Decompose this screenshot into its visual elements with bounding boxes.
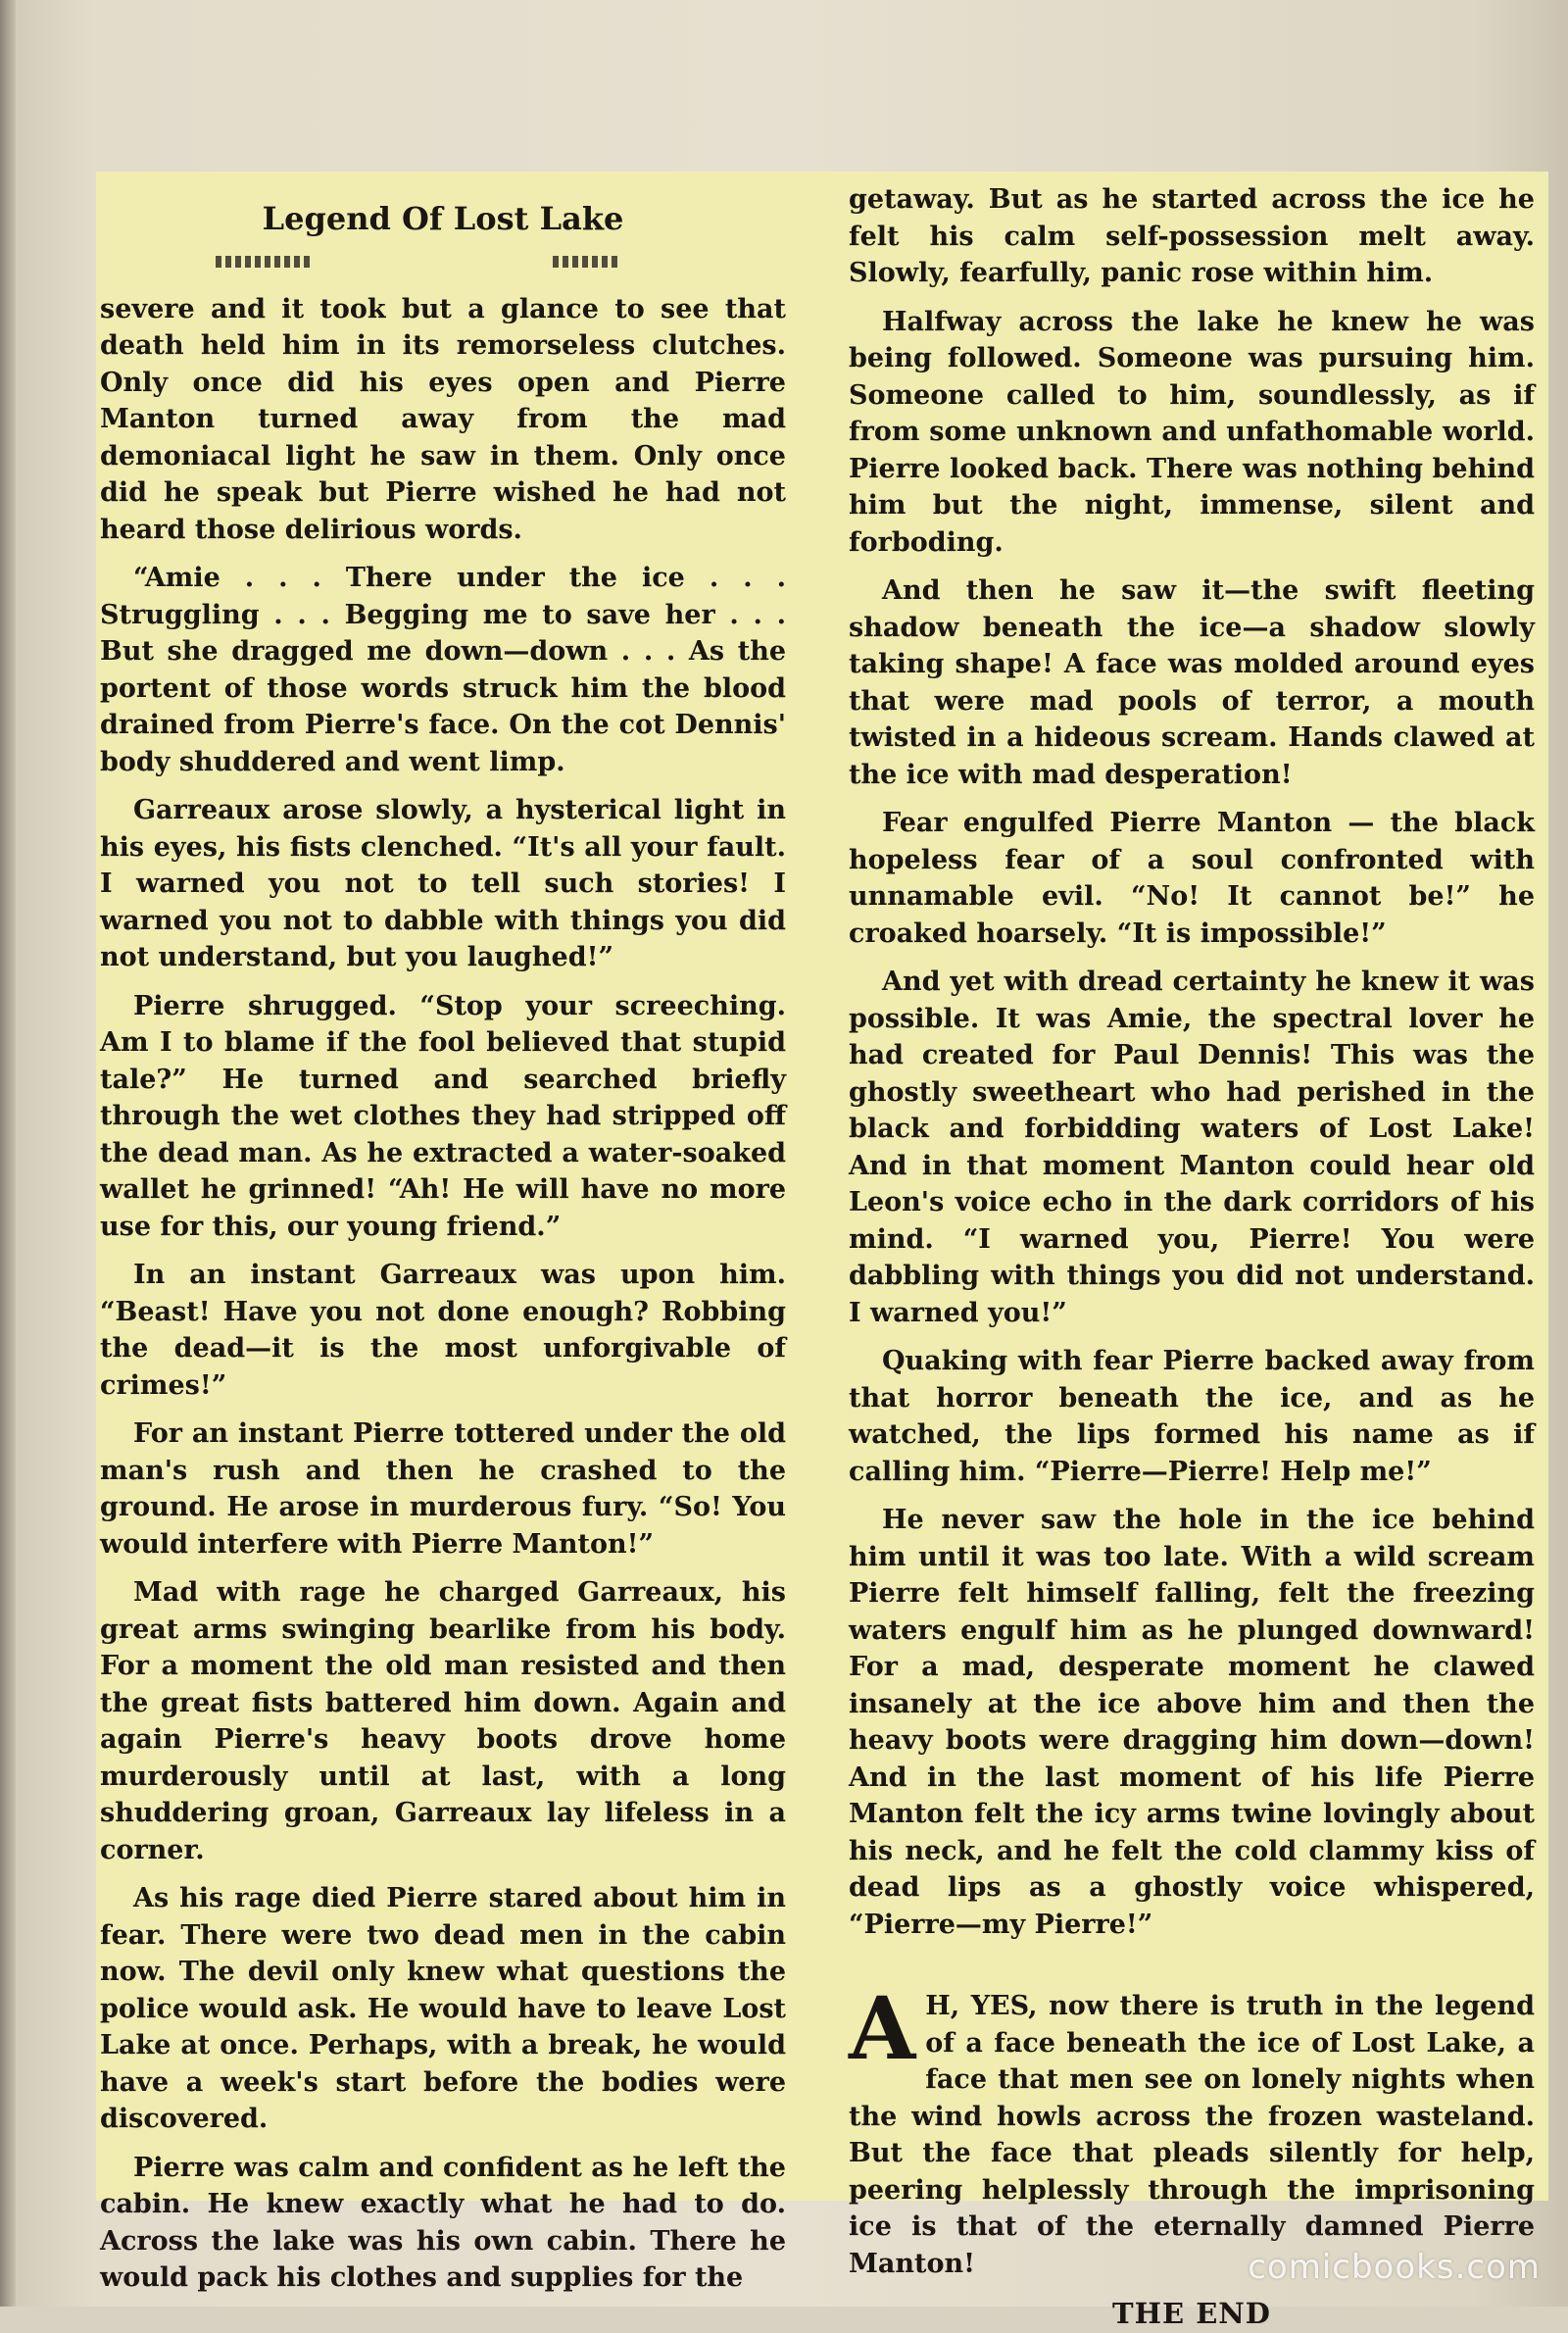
paragraph: Pierre was calm and confident as he left the cabin. He knew exactly what he had to do. Across the lake was his own cabin. There he would pack his clothes and supplies for the	[100, 2152, 786, 2293]
paragraph: Fear engulfed Pierre Manton — the black hopeless fear of a soul confronted with unnamable evil. “No! It cannot be!” he croaked hoarsely. “It is impossible!”	[849, 808, 1535, 949]
the-end-label: THE END	[1112, 2297, 1271, 2330]
paragraph: He never saw the hole in the ice behind him until it was too late. With a wild scream Pierre felt himself falling, felt the freezing waters engulf him as he plunged downward! For a mad, desperate moment he clawed insanely at the ice above him and then the heavy boots were dragging him down—down! And in the last moment of his life Pierre Manton felt the icy arms twine lovingly about his neck, and he felt the cold clammy kiss of dead lips as a ghostly voice whispered, “Pierre—my Pierre!”	[849, 1505, 1535, 1940]
paragraph: Quaking with fear Pierre backed away from that horror beneath the ice, and as he watched, the lips formed his name as if calling him. “Pierre—Pierre! Help me!”	[849, 1346, 1535, 1487]
paragraph: And then he saw it—the swift fleeting shadow beneath the ice—a shadow slowly taking shape! A face was molded around eyes that were mad pools of terror, a mouth twisted in a hideous scream. Hands clawed at the ice with mad desperation!	[849, 575, 1535, 790]
paragraph: Pierre shrugged. “Stop your screeching. Am I to blame if the fool believed that stupid tale?” He turned and searched briefly through the wet clothes they had stripped off the dead man. As he extracted a water-soaked wallet he grinned! “Ah! He will have no more use for this, our young friend.”	[100, 990, 786, 1242]
page-binding-edge	[0, 0, 16, 2307]
byline-smudge	[100, 242, 786, 285]
paragraph: severe and it took but a glance to see that death held him in its remorseless clutches. Only once did his eyes open and Pierre Manton turned away from the mad demoniacal light he saw in them. Only once did he speak but Pierre wished he had not heard those delirious words.	[100, 293, 786, 545]
paragraph: Mad with rage he charged Garreaux, his great arms swinging bearlike from his body. For a moment the old man resisted and then the great fists battered him down. Again and again Pierre's heavy boots drove home murderously until at last, with a long shuddering groan, Garreaux lay lifeless in a corner.	[100, 1577, 786, 1865]
paragraph: In an instant Garreaux was upon him. “Beast! Have you not done enough? Robbing the dead—it is the most unforgivable of crimes!”	[100, 1260, 786, 1401]
paragraph: Garreaux arose slowly, a hysterical light in his eyes, his fists clenched. “It's all your fault. I warned you not to tell such stories! I warned you not to dabble with things you did not understand, but you laughed!”	[100, 795, 786, 972]
paragraph: “Amie . . . There under the ice . . . Struggling . . . Begging me to save her . . . But she dragged me down—down . . . As the portent of those words struck him the blood drained from Pierre's face. On the cot Dennis' body shuddered and went limp.	[100, 563, 786, 777]
paragraph: As his rage died Pierre stared about him in fear. There were two dead men in the cabin now. The devil only knew what questions the police would ask. He would have to leave Lost Lake at once. Perhaps, with a break, he would have a week's start before the bodies were discovered.	[100, 1883, 786, 2134]
bleed-through-header	[412, 69, 1215, 127]
site-watermark: comicbooks.com	[1248, 2248, 1541, 2287]
paragraph: For an instant Pierre tottered under the old man's rush and then he crashed to the ground. He arose in murderous fury. “So! You would interfere with Pierre Manton!”	[100, 1418, 786, 1560]
drop-cap: A	[849, 1977, 916, 2079]
epilogue-text: H, YES, now there is truth in the legend of a face beneath the ice of Lost Lake, a face that men see on lonely nights when the wind howls across the frozen wasteland. But the face that pleads silently for help, peering helplessly through the imprisoning ice is that of the eternally damned Pierre Manton!	[849, 1991, 1535, 2279]
right-column	[849, 181, 1535, 2333]
paragraph: getaway. But as he started across the ice he felt his calm self-possession melt away. Slowly, fearfully, panic rose within him.	[849, 184, 1535, 288]
paragraph: Halfway across the lake he knew he was being followed. Someone was pursuing him. Someone called to him, soundlessly, as if from some unknown and unfathomable world. Pierre looked back. There was nothing behind him but the night, immense, silent and forboding.	[849, 306, 1535, 558]
left-column	[100, 181, 786, 2308]
story-title: Legend Of Lost Lake	[262, 200, 624, 237]
paragraph: And yet with dread certainty he knew it was possible. It was Amie, the spectral lover he had created for Paul Dennis! This was the ghostly sweetheart who had perished in the black and forbidding waters of Lost Lake! And in that moment Manton could hear old Leon's voice echo in the dark corridors of his mind. “I warned you, Pierre! You were dabbling with things you did not understand. I warned you!”	[849, 967, 1535, 1328]
